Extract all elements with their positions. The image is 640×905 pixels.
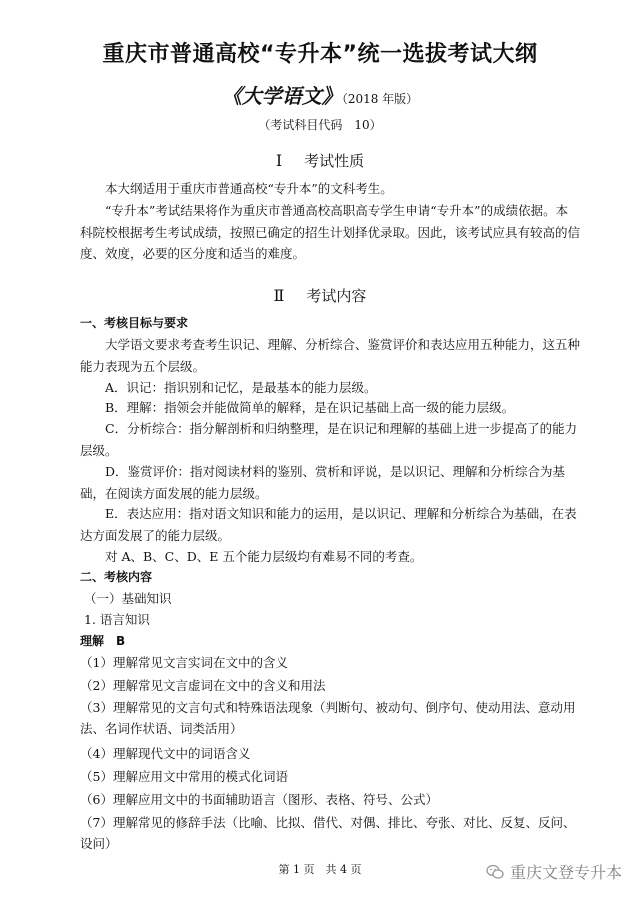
language-knowledge-heading: 1. 语言知识 [84,612,150,627]
section-1-title: 考试性质 [304,152,365,170]
list-item: （4）理解现代文中的词语含义 [80,746,251,761]
document-subtitle [0,80,640,109]
level-b: B．理解：指领会并能做简单的解释，是在识记基础上高一级的能力层级。 [105,400,515,415]
section-1-heading [0,150,640,171]
basic-knowledge-heading: （一）基础知识 [84,591,172,606]
edition-label: （2018 年版） [341,92,419,106]
subject-name: 《大学语文》 [221,84,342,108]
level-a: A．识记：指识别和记忆，是最基本的能力层级。 [105,380,377,395]
list-item: （2）理解常见文言虚词在文中的含义和用法 [80,678,326,693]
levels-summary: 对 A、B、C、D、E 五个能力层级均有难易不同的考查。 [105,549,423,564]
goals-heading: 一、考核目标与要求 [80,316,189,330]
wechat-icon [486,864,504,880]
document-title: 重庆市普通高校“专升本”统一选拔考试大纲 [102,42,538,67]
level-d: D．鉴赏评价：指对阅读材料的鉴别、赏析和评说，是以识记、理解和分析综合为基础，在阅读方面发展的能力层级。 [80,464,566,501]
ability-level-label: 理解 B [80,634,126,648]
section-1-number: Ⅰ [275,151,283,170]
subject-code: （考试科目代码 10） [258,118,382,132]
section-2-title: 考试内容 [306,287,367,305]
goals-intro: 大学语文要求考查考生识记、理解、分析综合、鉴赏评价和表达应用五种能力，这五种能力表现为五个层级。 [80,337,581,374]
level-c: C．分析综合：指分解剖析和归纳整理，是在识记和理解的基础上进一步提高了的能力层级。 [80,421,578,458]
page-number: 第 1 页 共 4 页 [278,863,362,876]
level-e: E．表达应用：指对语文知识和能力的运用，是以识记、理解和分析综合为基础，在表达方面发展了的能力层级。 [80,506,577,543]
section-1-paragraph-1: 本大纲适用于重庆市普通高校“专升本”的文科考生。 [105,181,393,196]
list-item: （6）理解应用文中的书面辅助语言（图形、表格、符号、公式） [80,792,438,807]
list-item: （5）理解应用文中常用的模式化词语 [80,769,288,784]
list-item: （1）理解常见文言实词在文中的含义 [80,655,288,670]
section-2-number: Ⅱ [273,286,285,305]
watermark [486,860,622,883]
watermark-text: 重庆文登专升本 [509,863,622,882]
section-2-heading [0,285,640,306]
list-item: （7）理解常见的修辞手法（比喻、比拟、借代、对偶、排比、夸张、对比、反复、反问、设问） [80,815,576,851]
section-1-paragraph-2: “专升本”考试结果将作为重庆市普通高校高职高专学生申请“专升本”的成绩依据。本科院校根据考生考试成绩，按照已确定的招生计划择优录取。因此，该考试应具有较高的信度、效度，必要的区分度和适当的难度。 [80,203,581,261]
list-item: （3）理解常见的文言句式和特殊语法现象（判断句、被动句、倒序句、使动用法、意动用法、名词作状语、词类活用） [80,700,576,736]
content-heading: 二、考核内容 [80,570,153,584]
